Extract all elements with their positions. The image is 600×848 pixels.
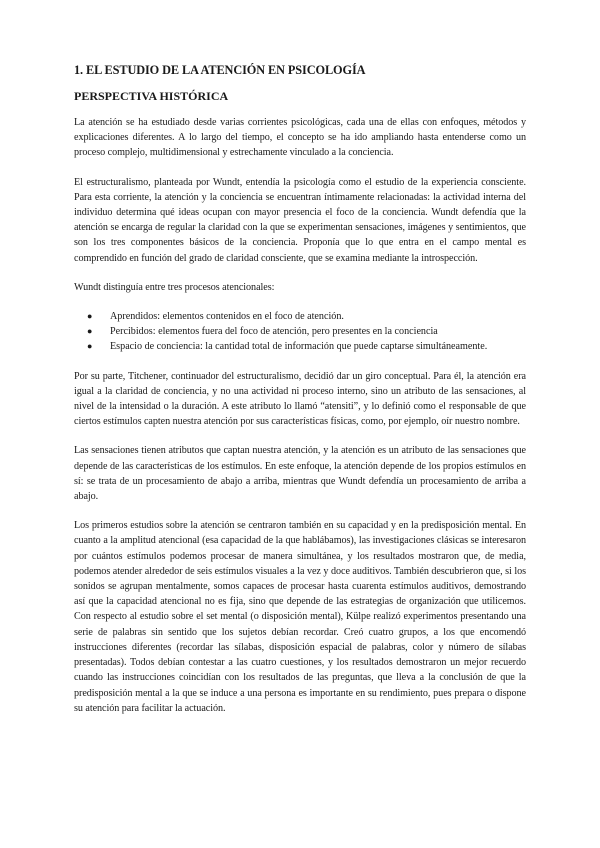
list-item-text: Espacio de conciencia: la cantidad total de información que puede captarse simultáneamente.	[110, 341, 488, 353]
list-item	[74, 309, 526, 324]
section-subheading: PERSPECTIVA HISTÓRICA	[74, 89, 229, 103]
attention-process-list	[74, 309, 526, 355]
section-heading: 1. EL ESTUDIO DE LA ATENCIÓN EN PSICOLOGÍA	[74, 63, 366, 77]
document-page	[74, 62, 526, 730]
list-item	[74, 324, 526, 339]
bullet-icon: ●	[87, 326, 93, 337]
list-item-text: Aprendidos: elementos contenidos en el foco de atención.	[110, 311, 344, 323]
paragraph-titchener: Por su parte, Titchener, continuador del estructuralismo, decidió dar un giro conceptual. Para él, la atención era igual a la claridad de conciencia, y no una actividad ni proceso interno, sino un atributo de las sensaciones, al nivel de la intensidad o la duración. A este atributo lo llamó “atensiti”, y lo definió como el responsable de que ciertos estímulos capten nuestra atención por sus características físicas, como, por ejemplo, oír nuestro nombre.	[74, 370, 526, 428]
paragraph-sensations: Las sensaciones tienen atributos que captan nuestra atención, y la atención es un atributo de las sensaciones que depende de las características de los estímulos. En este enfoque, la atención depende de los propios estímulos en sí: se trata de un procesamiento de abajo a arriba, mientras que Wundt defendía un procesamiento de arriba a abajo.	[74, 445, 526, 503]
paragraph-early-studies: Los primeros estudios sobre la atención se centraron también en su capacidad y en la predisposición mental. En cuanto a la amplitud atencional (esa capacidad de la que hablábamos), las investigaciones clásicas se interesaron por cuántos estímulos podemos procesar de manera simultánea, y los resultados mostraron que, de media, podemos atender alrededor de seis estímulos visuales a la vez y doce auditivos. También descubrieron que, si los sonidos se agrupan mentalmente, somos capaces de procesar hasta cuarenta estímulos auditivos, demostrando así que la capacidad atencional no es fija, sino que depende de las estrategias de organización que utilicemos. Con respecto al estudio sobre el set mental (o disposición mental), Külpe realizó experimentos presentando una serie de palabras sin sentido que los sujetos debían recordar. Creó cuatro grupos, a los que encomendó instrucciones diferentes (recordar las sílabas, disposición espacial de palabras, color y número de sílabas presentadas). Todos debían contestar a las cuatro cuestiones, y los resultados demostraron un mejor recuerdo cuando las instrucciones coincidían con los resultados de las preguntas, que lleva a la conclusión de que la predisposición mental a la que se induce a una persona es importante en su rendimiento, pues prepara o dispone su atención para facilitar la actuación.	[74, 520, 526, 714]
bullet-icon: ●	[87, 311, 93, 322]
list-item-text: Percibidos: elementos fuera del foco de atención, pero presentes en la conciencia	[110, 326, 438, 338]
paragraph-wundt-processes: Wundt distinguía entre tres procesos atencionales:	[74, 281, 275, 293]
paragraph-intro: La atención se ha estudiado desde varias corrientes psicológicas, cada una de ellas con enfoques, métodos y explicaciones diferentes. A lo largo del tiempo, el concepto se ha ido ampliando hasta entenderse como un proceso complejo, multidimensional y estrechamente vinculado a la conciencia.	[74, 117, 526, 159]
paragraph-structuralism: El estructuralismo, planteada por Wundt, entendía la psicología como el estudio de la experiencia consciente. Para esta corriente, la atención y la conciencia se encuentran íntimamente relacionadas: la actividad interna del individuo determina qué ideas ocupan con mayor presencia el foco de la conciencia. Wundt defendía que la atención se encarga de regular la claridad con la que se experimentan sensaciones, imágenes y sentimientos, que son los tres componentes básicos de la conciencia. Proponía que lo que entra en el campo mental es comprendido en función del grado de claridad consciente, que se examina mediante la introspección.	[74, 176, 526, 264]
list-item	[74, 339, 526, 354]
bullet-icon: ●	[87, 341, 93, 352]
